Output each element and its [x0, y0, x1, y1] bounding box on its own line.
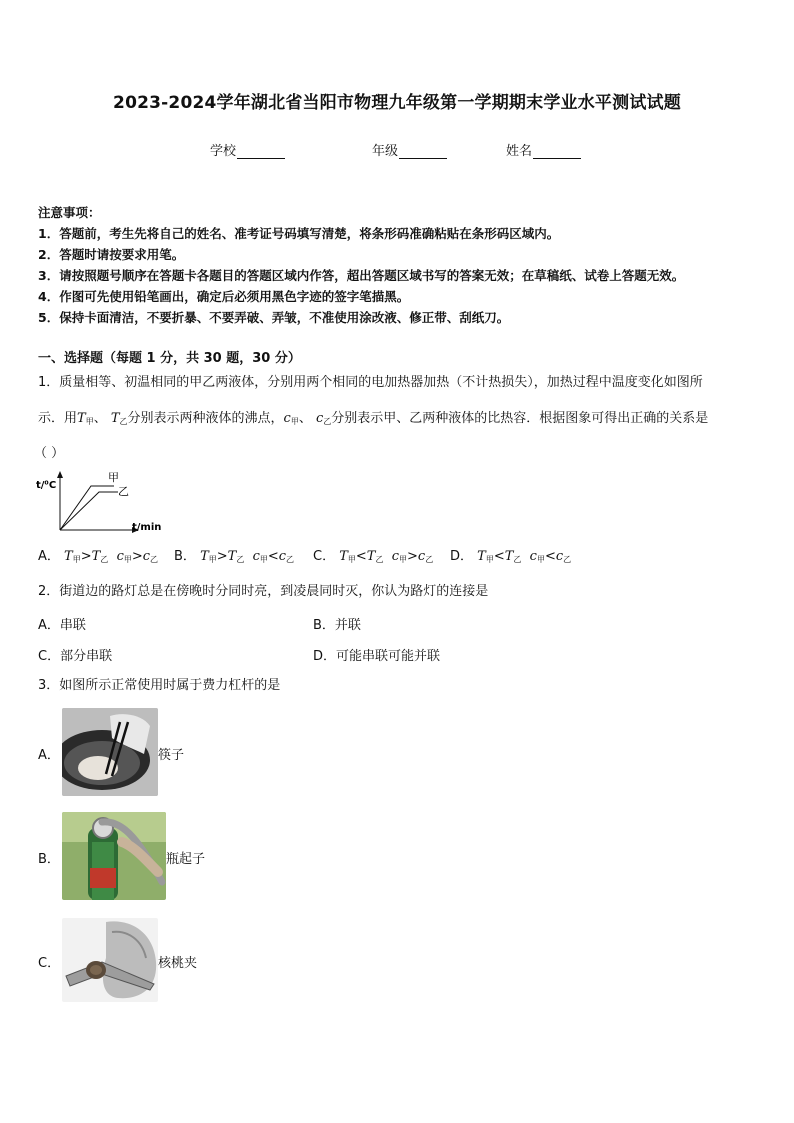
series-label-yi: 乙 — [118, 485, 129, 498]
notes-block — [38, 202, 684, 328]
q2-option-c[interactable]: C．部分串联 — [38, 649, 113, 664]
q3-option-b-letter[interactable]: B． — [38, 852, 60, 867]
series-jia-line — [60, 486, 114, 530]
series-label-jia: 甲 — [108, 471, 119, 484]
note-item: 2．答题时请按要求用笔。 — [38, 247, 185, 262]
nutcracker-photo — [62, 918, 158, 1002]
q2-option-b[interactable]: B．并联 — [313, 618, 361, 633]
school-field[interactable]: 学校 — [210, 140, 285, 159]
page-title: 2023-2024学年湖北省当阳市物理九年级第一学期期末学业水平测试试题 — [113, 93, 681, 113]
note-item: 1．答题前，考生先将自己的姓名、准考证号码填写清楚，将条形码准确粘贴在条形码区域内。 — [38, 226, 560, 241]
q2-stem: 2．街道边的路灯总是在傍晚时分同时亮，到凌晨同时灭，你认为路灯的连接是 — [38, 584, 489, 599]
note-item: 3．请按照题号顺序在答题卡各题目的答题区域内作答，超出答题区域书写的答案无效；在草稿纸、试卷上答题无效。 — [38, 268, 685, 283]
section-heading: 一、选择题（每题 1 分，共 30 题，30 分） — [38, 351, 301, 366]
q3-stem: 3．如图所示正常使用时属于费力杠杆的是 — [38, 678, 281, 693]
q1-option-a[interactable]: A． $T_甲>T_乙$ $c_甲>c_乙$ — [38, 549, 159, 564]
q1-line1: 1．质量相等、初温相同的甲乙两液体，分别用两个相同的电加热器加热（不计热损失），加热过程中温度变化如图所 — [38, 375, 703, 390]
q3-option-c-text: 核桃夹 — [158, 956, 198, 971]
y-axis-label: t/⁰C — [36, 480, 57, 491]
q2-option-a[interactable]: A．串联 — [38, 618, 86, 633]
temperature-time-graph — [36, 468, 166, 536]
q3-option-a-letter[interactable]: A． — [38, 748, 60, 763]
q1-option-c[interactable]: C． $T_甲<T_乙$ $c_甲>c_乙$ — [313, 549, 434, 564]
note-item: 4．作图可先使用铅笔画出，确定后必须用黑色字迹的签字笔描黑。 — [38, 289, 410, 304]
chopsticks-photo — [62, 708, 158, 796]
name-field[interactable]: 姓名 — [506, 140, 581, 159]
notes-heading: 注意事项： — [38, 205, 101, 220]
q1-option-d[interactable]: D． $T_甲<T_乙$ $c_甲<c_乙$ — [450, 549, 572, 564]
note-item: 5．保持卡面清洁，不要折暴、不要弄破、弄皱，不准使用涂改液、修正带、刮纸刀。 — [38, 310, 510, 325]
q2-option-d[interactable]: D．可能串联可能并联 — [313, 649, 441, 664]
q3-option-a-text: 筷子 — [158, 748, 185, 763]
q3-option-c-letter[interactable]: C． — [38, 956, 61, 971]
grade-field[interactable]: 年级 — [372, 140, 447, 159]
bottle-opener-photo — [62, 812, 166, 900]
q1-line2: 示．用$T_甲$、 $T_乙$分别表示两种液体的沸点，$c_甲$、 $c_乙$分别表示甲、乙两种液体的比热容．根据图象可得出正确的关系是 — [38, 411, 709, 426]
y-axis-arrow — [57, 471, 63, 478]
q1-option-b[interactable]: B． $T_甲>T_乙$ $c_甲<c_乙$ — [174, 549, 295, 564]
series-yi-line — [60, 492, 118, 530]
x-axis-label: t/min — [132, 522, 162, 533]
q3-option-b-text: 瓶起子 — [166, 852, 206, 867]
q1-bracket: （ ） — [34, 446, 65, 461]
